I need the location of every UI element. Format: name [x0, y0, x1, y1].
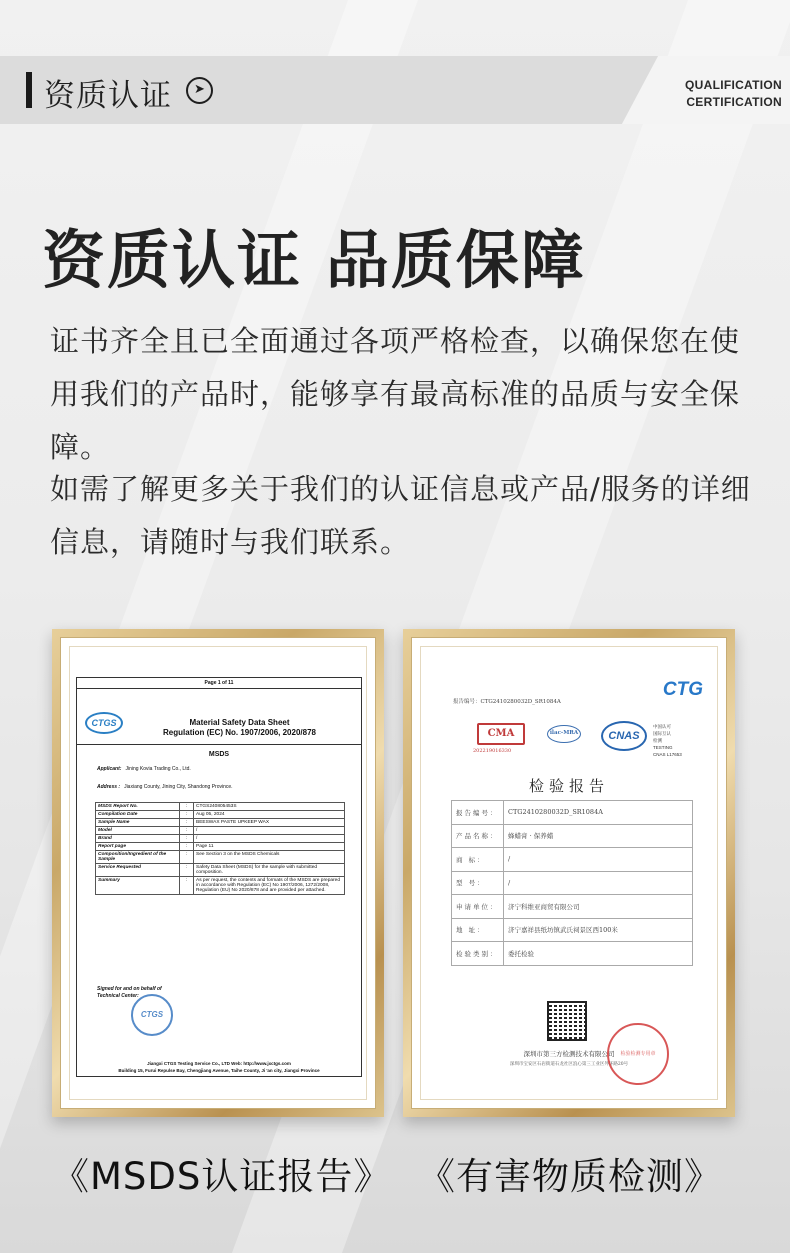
- table-cell: BEESWAX PASTE UPKEEP WAX: [194, 819, 345, 827]
- table-cell: Summary: [96, 877, 180, 895]
- table-row: [96, 835, 345, 843]
- caption-hazardous-test: 《有害物质检测》: [418, 1155, 722, 1198]
- section-header: [0, 56, 790, 124]
- table-cell: Safety Data Sheet (MSDS) for the sample with submitted composition.: [194, 864, 345, 877]
- contact-paragraph: 如需了解更多关于我们的认证信息或产品/服务的详细信息，请随时与我们联系。: [50, 472, 751, 559]
- table-cell: 蜂蜡膏 · 保养蜡: [504, 824, 693, 848]
- table-row: [96, 851, 345, 864]
- table-row: [452, 848, 693, 872]
- en-line-2: CERTIFICATION: [686, 95, 782, 109]
- table-cell: 商 标：: [452, 848, 504, 872]
- table-cell: Model: [96, 827, 180, 835]
- table-cell: Composition/Ingredient of the Sample: [96, 851, 180, 864]
- table-cell: :: [180, 843, 194, 851]
- address-label: Address :: [97, 784, 121, 790]
- table-row: [452, 942, 693, 966]
- table-row: [452, 801, 693, 825]
- en-line-1: QUALIFICATION: [685, 78, 782, 92]
- msds-info-table: [95, 802, 345, 895]
- section-title-english: [685, 77, 782, 111]
- table-cell: /: [194, 827, 345, 835]
- signature-note: Signed for and on behalf of Technical Center:: [97, 986, 162, 999]
- cnas-info-line: CNAS L17653: [653, 752, 682, 757]
- table-cell: As per request, the contents and formats of the MSDS are prepared in accordance with Regulation (EC) No 1907/2006, 1272/2008, Regulation (EU) No 2020/878 and are provided per attached.: [194, 877, 345, 895]
- table-cell: :: [180, 819, 194, 827]
- footer-line2: Building 15, Furui Repulse Bay, Chengjiang Avenue, Taihe County, Ji 'an city, Jiangxi Province: [118, 1068, 320, 1073]
- table-cell: :: [180, 811, 194, 819]
- table-cell: Sample Name: [96, 819, 180, 827]
- table-row: [96, 843, 345, 851]
- table-row: [96, 827, 345, 835]
- table-cell: CTGS240805453S: [194, 803, 345, 811]
- table-cell: :: [180, 851, 194, 864]
- ctgs-stamp: CTGS: [131, 994, 173, 1036]
- table-cell: 型 号：: [452, 871, 504, 895]
- address-value: Jiaxiang County, Jining City, Shandong Province.: [124, 784, 233, 790]
- page-number: Page 1 of 11: [204, 680, 234, 686]
- applicant-label: Applicant:: [97, 766, 122, 772]
- cnas-mark: CNAS: [601, 721, 647, 751]
- ctg-report-document: [420, 646, 718, 1100]
- cnas-info: [653, 723, 682, 758]
- table-cell: Page 11: [194, 843, 345, 851]
- cnas-info-line: 检测: [653, 738, 662, 743]
- table-cell: :: [180, 827, 194, 835]
- cnas-info-line: 国际互认: [653, 731, 671, 736]
- table-cell: Service Requested: [96, 864, 180, 877]
- certificate-frame-msds: [52, 629, 384, 1117]
- issuer-address: 深圳市宝安区石岩街道石龙社区浪心第三工业区外环路20号: [509, 1062, 629, 1067]
- table-cell: /: [504, 848, 693, 872]
- qr-code-pattern: [549, 1003, 585, 1039]
- ilac-mra-mark: ilac-MRA: [547, 725, 581, 743]
- footer-line1: Jiangxi CTGS Testing Service Co., LTD Web: http://www.jxctgs.com: [147, 1061, 291, 1066]
- applicant: [97, 766, 191, 772]
- table-cell: Compilation Date: [96, 811, 180, 819]
- intro-paragraph: 证书齐全且已全面通过各项严格检查，以确保您在使用我们的产品时，能够享有最高标准的品质与安全保障。: [50, 324, 741, 464]
- msds-title: [132, 718, 347, 738]
- cma-number: 202219016330: [473, 748, 512, 754]
- table-cell: Brand: [96, 835, 180, 843]
- table-cell: :: [180, 835, 194, 843]
- table-row: [96, 811, 345, 819]
- table-cell: 检验类别：: [452, 942, 504, 966]
- caption-msds: 《MSDS认证报告》: [52, 1155, 392, 1198]
- table-cell: :: [180, 803, 194, 811]
- header-bar: [26, 72, 32, 108]
- table-cell: :: [180, 864, 194, 877]
- table-cell: 产品名称：: [452, 824, 504, 848]
- issuer-company: 深圳市第三方检测技术有限公司: [523, 1050, 615, 1058]
- table-cell: 委托检验: [504, 942, 693, 966]
- cnas-info-line: 中国认可: [653, 724, 671, 729]
- table-cell: MSDS Report No.: [96, 803, 180, 811]
- table-row: [96, 819, 345, 827]
- table-cell: :: [180, 877, 194, 895]
- applicant-value: Jining Kovia Trading Co., Ltd.: [125, 766, 191, 772]
- table-cell: Report page: [96, 843, 180, 851]
- table-cell: /: [194, 835, 345, 843]
- certificate-frame-ctg: [403, 629, 735, 1117]
- table-row: [96, 877, 345, 895]
- table-cell: 济宁嘉祥县纸坊镇武氏祠景区西100米: [504, 918, 693, 942]
- section-title: 资质认证: [44, 78, 172, 114]
- ctgs-logo: CTGS: [85, 712, 123, 734]
- report-number-top: 报告编号：CTG2410280032D_SR1084A: [453, 699, 561, 705]
- address: [97, 784, 233, 790]
- table-row: [452, 895, 693, 919]
- table-cell: 申请单位：: [452, 895, 504, 919]
- msds-title-line1: Material Safety Data Sheet: [189, 718, 290, 727]
- msds-footer: [77, 1060, 361, 1074]
- msds-document: [69, 646, 367, 1100]
- table-row: [96, 864, 345, 877]
- msds-heading: MSDS: [208, 751, 230, 758]
- circle-chevron-right-icon: ➤: [186, 77, 213, 104]
- cma-mark: CMA: [477, 723, 525, 745]
- table-cell: CTG2410280032D_SR1084A: [504, 801, 693, 825]
- table-cell: 济宁科维亚商贸有限公司: [504, 895, 693, 919]
- table-row: [452, 871, 693, 895]
- ctg-logo: CTG: [662, 679, 703, 700]
- report-info-table: [451, 800, 693, 966]
- table-cell: Aug 05, 2024: [194, 811, 345, 819]
- table-row: [96, 803, 345, 811]
- table-cell: /: [504, 871, 693, 895]
- table-cell: 报告编号：: [452, 801, 504, 825]
- table-cell: See Section 3 on the MSDS Chemicals: [194, 851, 345, 864]
- cnas-info-line: TESTING: [653, 745, 673, 750]
- headline: 资质认证 品质保障: [42, 224, 586, 297]
- red-seal-stamp: 检验检测专用章: [607, 1023, 669, 1085]
- report-title: 检验报告: [528, 777, 609, 795]
- msds-title-line2: Regulation (EC) No. 1907/2006, 2020/878: [163, 728, 316, 737]
- table-row: [452, 918, 693, 942]
- table-cell: 地 址：: [452, 918, 504, 942]
- table-row: [452, 824, 693, 848]
